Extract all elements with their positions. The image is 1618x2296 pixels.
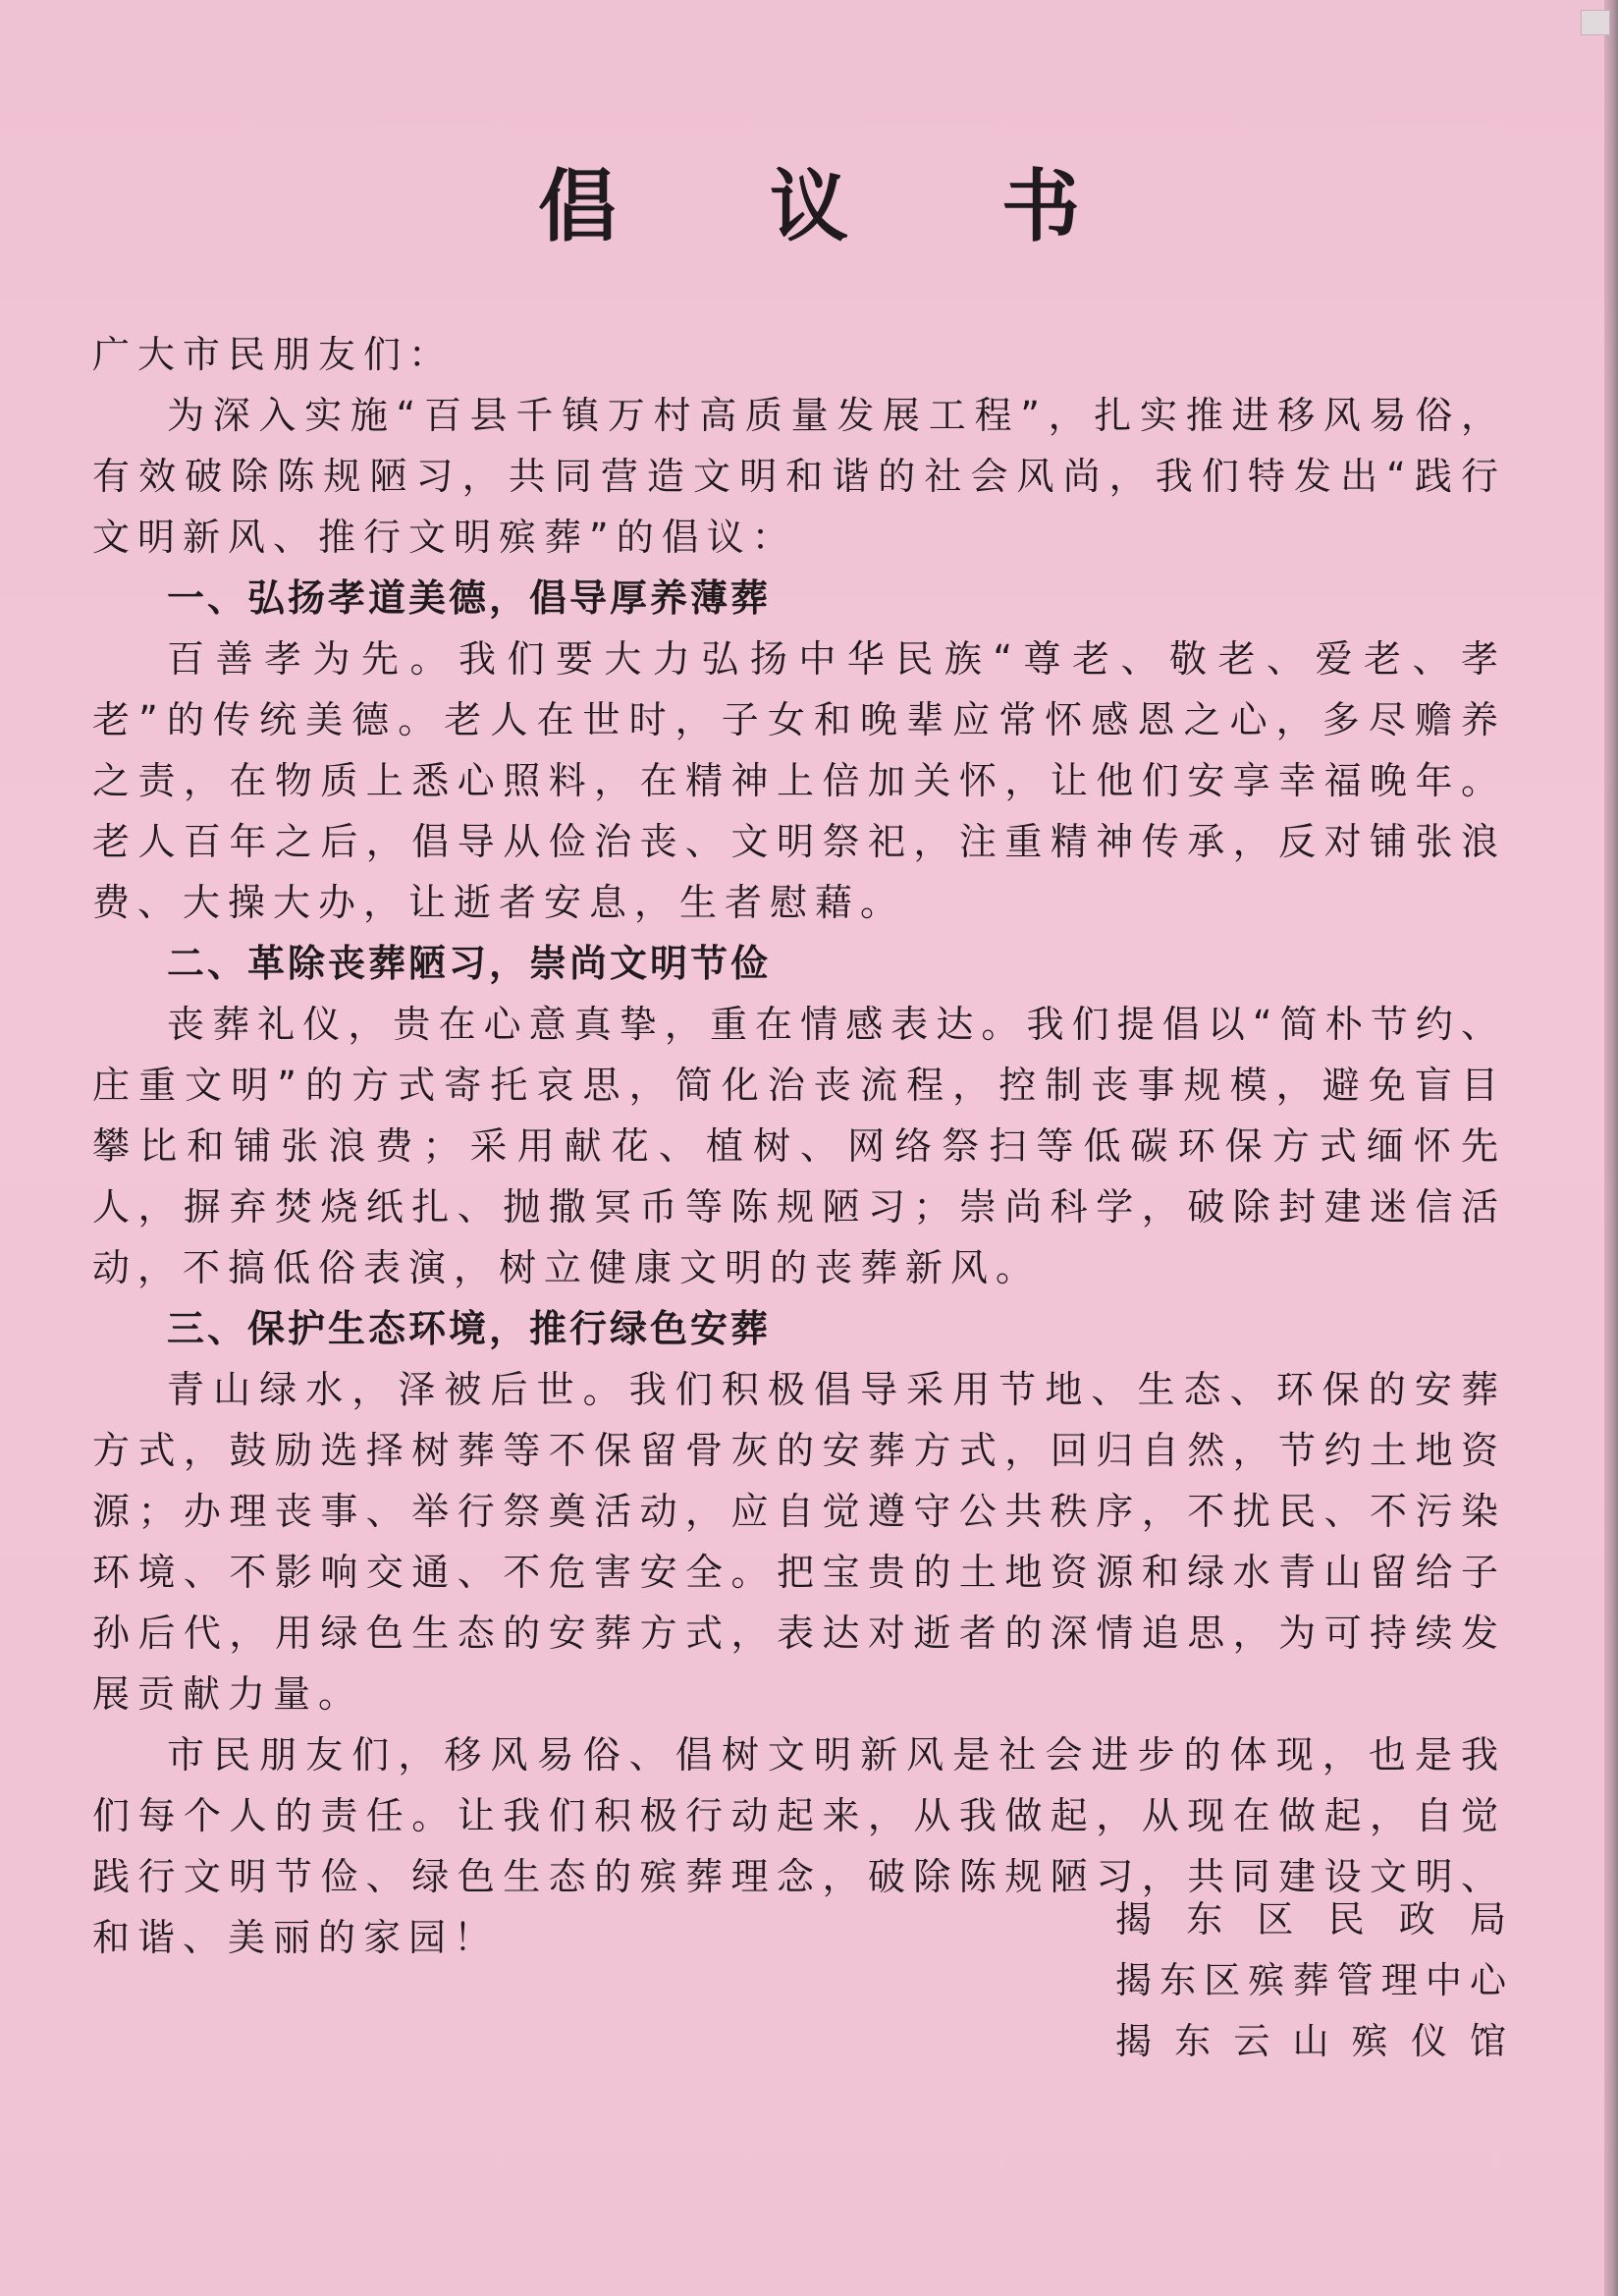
document-title: 倡 议 书 [538, 160, 1143, 252]
closing-paragraph: 市民朋友们，移风易俗、倡树文明新风是社会进步的体现，也是我们每个人的责任。让我们积极行动起来，从我做起，从现在做起，自觉践行文明节俭、绿色生态的殡葬理念，破除陈规陋习，共同建设文明、和谐、美丽的家园！ [92, 1733, 1506, 1959]
signature-funeral-management-center: 揭东区殡葬管理中心 [1115, 1959, 1512, 2001]
scan-mark [1581, 10, 1610, 35]
section-paragraph-3: 青山绿水，泽被后世。我们积极倡导采用节地、生态、环保的安葬方式，鼓励选择树葬等不保留骨灰的安葬方式，回归自然，节约土地资源；办理丧事、举行祭奠活动，应自觉遵守公共秩序，不扰民、不污染环境、不影响交通、不危害安全。把宝贵的土地资源和绿水青山留给子孙后代，用绿色生态的安葬方式，表达对逝者的深情追思，为可持续发展贡献力量。 [92, 1368, 1506, 1716]
section-heading-1: 一、弘扬孝道美德，倡导厚养薄葬 [167, 576, 772, 620]
salutation: 广大市民朋友们： [92, 333, 455, 376]
section-paragraph-2: 丧葬礼仪，贵在心意真挚，重在情感表达。我们提倡以“简朴节约、庄重文明”的方式寄托哀思，简化治丧流程，控制丧事规模，避免盲目攀比和铺张浪费；采用献花、植树、网络祭扫等低碳环保方式缅怀先人，摒弃焚烧纸扎、抛撒冥币等陈规陋习；崇尚科学，破除封建迷信活动，不搞低俗表演，树立健康文明的丧葬新风。 [92, 1003, 1506, 1289]
section-heading-2: 二、革除丧葬陋习，崇尚文明节俭 [167, 942, 772, 985]
signature-civil-affairs-bureau: 揭东区民政局 [1115, 1898, 1512, 1941]
signature-block [1115, 1889, 1512, 2072]
section-paragraph-1: 百善孝为先。我们要大力弘扬中华民族“尊老、敬老、爱老、孝老”的传统美德。老人在世时，子女和晚辈应常怀感恩之心，多尽赡养之责，在物质上悉心照料，在精神上倍加关怀，让他们安享幸福晚年。老人百年之后，倡导从俭治丧、文明祭祀，注重精神传承，反对铺张浪费、大操大办，让逝者安息，生者慰藉。 [92, 637, 1506, 924]
intro-paragraph: 为深入实施“百县千镇万村高质量发展工程”，扎实推进移风易俗，有效破除陈规陋习，共同营造文明和谐的社会风尚，我们特发出“践行文明新风、推行文明殡葬”的倡议： [92, 394, 1506, 559]
section-heading-3: 三、保护生态环境，推行绿色安葬 [167, 1307, 772, 1350]
signature-funeral-home: 揭东云山殡仪馆 [1115, 2020, 1512, 2062]
document-body [92, 324, 1506, 1968]
paper-edge [1604, 0, 1618, 2296]
